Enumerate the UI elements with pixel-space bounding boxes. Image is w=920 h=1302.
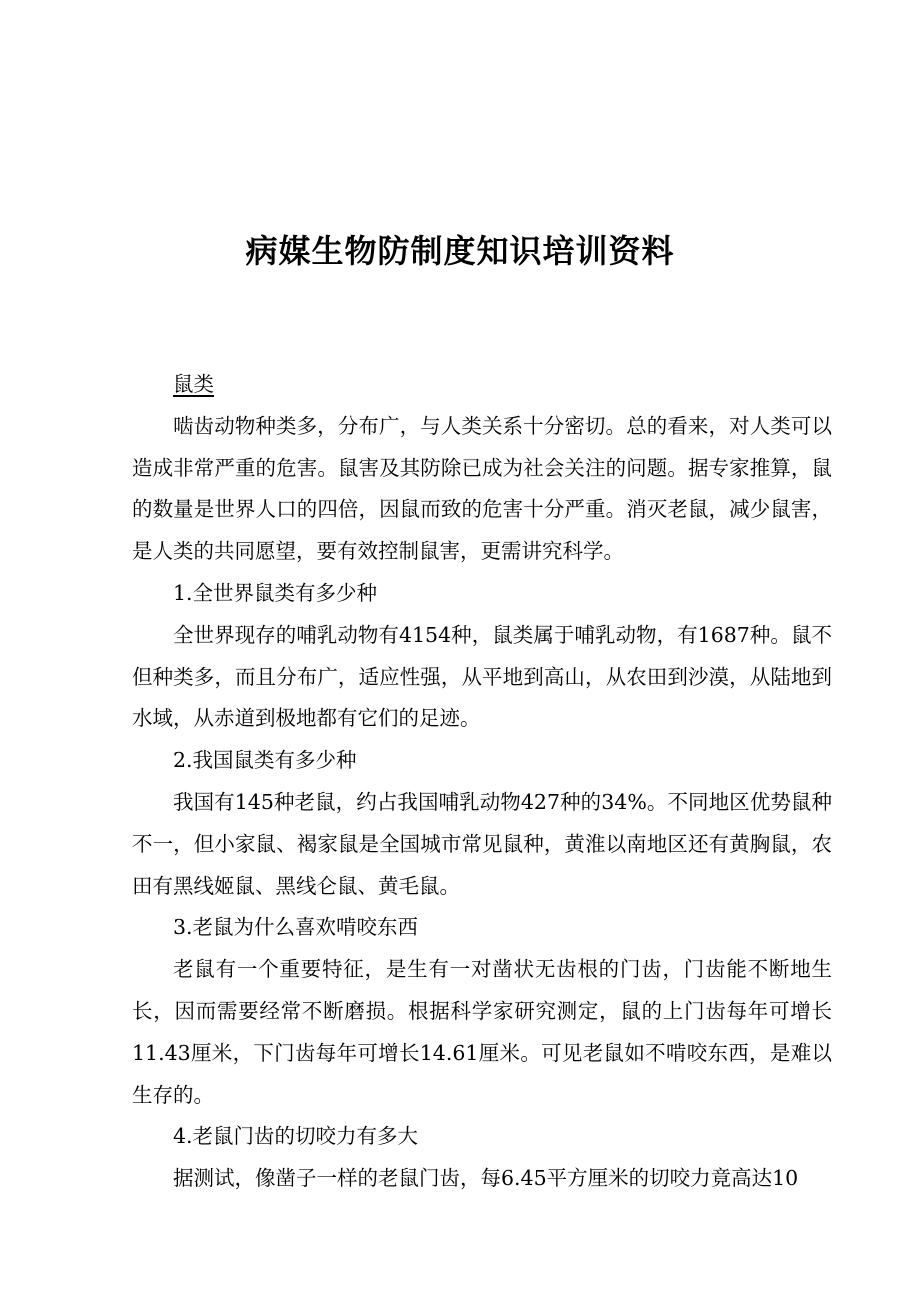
intro-paragraph: 啮齿动物种类多，分布广，与人类关系十分密切。总的看来，对人类可以造成非常严重的危害。鼠害及其防除已成为社会关注的问题。据专家推算，鼠的数量是世界人口的四倍，因鼠而致的危害十分严重。消灭老鼠，减少鼠害，是人类的共同愿望，要有效控制鼠害，更需讲究科学。	[132, 413, 832, 564]
document-body	[132, 364, 832, 1200]
document-title: 病媒生物防制度知识培训资料	[245, 232, 675, 270]
section-label: 鼠类	[173, 372, 214, 396]
question-heading-1: 1.全世界鼠类有多少种	[173, 580, 378, 605]
answer-paragraph-1: 全世界现存的哺乳动物有4154种，鼠类属于哺乳动物，有1687种。鼠不但种类多，而且分布广，适应性强，从平地到高山，从农田到沙漠，从陆地到水域，从赤道到极地都有它们的足迹。	[132, 622, 832, 731]
answer-paragraph-4: 据测试，像凿子一样的老鼠门齿，每6.45平方厘米的切咬力竟高达10	[173, 1166, 799, 1191]
answer-paragraph-3: 老鼠有一个重要特征，是生有一对凿状无齿根的门齿，门齿能不断地生长，因而需要经常不断磨损。根据科学家研究测定，鼠的上门齿每年可增长11.43厘米，下门齿每年可增长14.61厘米。可见老鼠如不啃咬东西，是难以生存的。	[132, 957, 832, 1107]
question-heading-2: 2.我国鼠类有多少种	[173, 748, 357, 773]
question-heading-4: 4.老鼠门齿的切咬力有多大	[173, 1124, 419, 1149]
section-heading	[132, 364, 832, 406]
question-heading-3: 3.老鼠为什么喜欢啃咬东西	[173, 915, 419, 940]
answer-paragraph-2: 我国有145种老鼠，约占我国哺乳动物427种的34%。不同地区优势鼠种不一，但小家鼠、褐家鼠是全国城市常见鼠种，黄淮以南地区还有黄胸鼠，农田有黑线姬鼠、黑线仑鼠、黄毛鼠。	[132, 789, 832, 898]
